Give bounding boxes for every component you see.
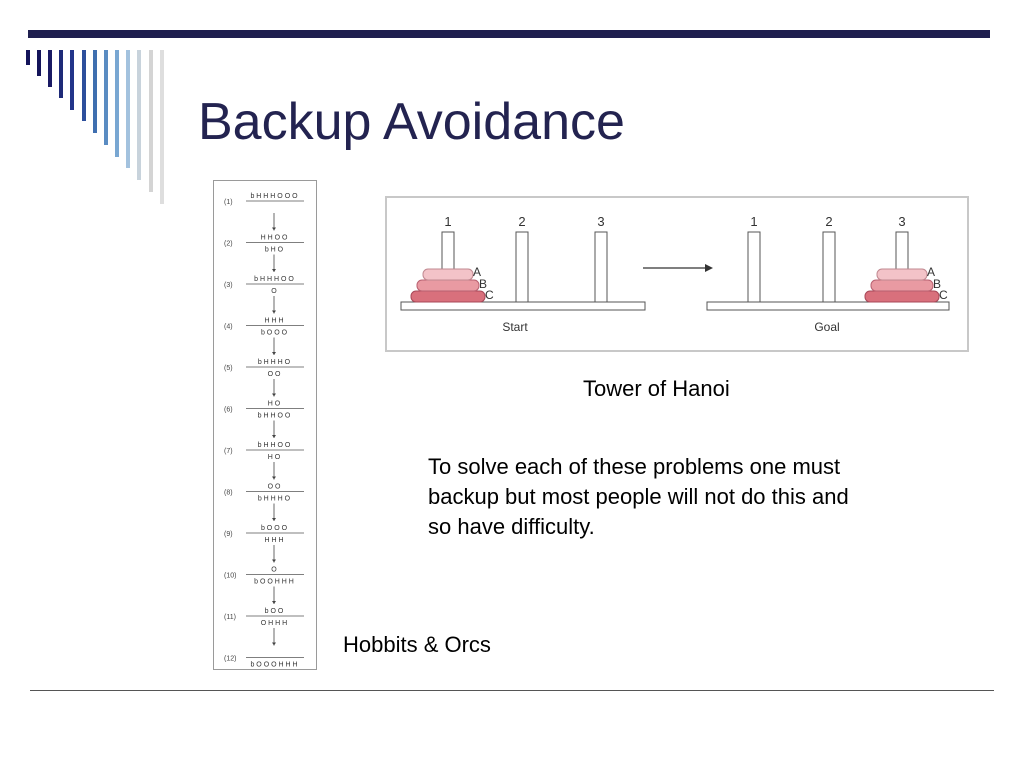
start-disk-label-b: B (479, 277, 488, 291)
goal-disk-label-c: C (939, 288, 948, 302)
start-peg-number-2: 2 (518, 214, 526, 229)
bank-top: H O (267, 400, 281, 408)
tower-of-hanoi-figure (385, 196, 969, 352)
bank-top: b O O (264, 608, 284, 615)
start-disk-label-c: C (485, 288, 494, 302)
step-arrow-head (272, 435, 276, 438)
step-arrow-head (272, 518, 276, 521)
step-11 (224, 608, 304, 646)
step-number: (6) (224, 406, 233, 414)
bank-top: b H H H O O (254, 276, 294, 283)
step-arrow-head (272, 394, 276, 397)
step-number: (4) (224, 323, 233, 331)
start-disk-b (417, 280, 479, 291)
bank-top: b H H H O O O (250, 193, 298, 200)
bank-bottom: b H O (264, 246, 284, 254)
bank-bottom: O O (267, 371, 281, 378)
step-5 (224, 359, 304, 397)
bank-top: O (271, 566, 277, 574)
step-2 (224, 235, 304, 273)
bank-bottom: b H H O O (257, 412, 291, 420)
transition-arrow (643, 264, 713, 272)
step-3 (224, 276, 304, 314)
tower-of-hanoi-caption: Tower of Hanoi (583, 376, 730, 401)
goal-disk-label-a: A (927, 265, 936, 279)
bank-top: H H O O (260, 234, 288, 242)
goal-disk-c (865, 291, 939, 302)
bank-bottom: b O O O H H H (250, 661, 298, 669)
bank-bottom: H O (267, 454, 281, 461)
start-peg-3 (595, 232, 607, 302)
goal-disk-a (877, 269, 927, 280)
body-text: To solve each of these problems one must backup but most people will not do this and so have difficulty. (428, 454, 849, 539)
bottom-divider (30, 690, 994, 691)
start-peg-number-1: 1 (444, 214, 452, 229)
step-arrow-head (272, 560, 276, 563)
hobbits-orcs-figure (213, 180, 317, 670)
step-arrow-head (272, 477, 276, 480)
step-10 (224, 567, 304, 605)
step-number: (9) (224, 531, 233, 538)
stripe-decoration (0, 0, 175, 215)
bank-bottom: O (271, 288, 277, 295)
goal-peg-number-3: 3 (898, 214, 906, 229)
bank-top: b O O O (260, 525, 288, 532)
start-disk-label-a: A (473, 265, 482, 279)
bank-bottom: b H H H O (257, 495, 291, 503)
step-arrow-head (272, 643, 276, 646)
step-8 (224, 484, 304, 522)
step-number: (7) (224, 448, 233, 455)
hobbits-orcs-diagram (214, 181, 316, 669)
bank-top: b H H H O (257, 359, 291, 366)
step-arrow-head (272, 311, 276, 314)
goal-label: Goal (814, 320, 840, 334)
step-arrow-head (272, 269, 276, 272)
start-board (401, 214, 645, 334)
goal-board (707, 214, 949, 334)
hobbits-orcs-caption: Hobbits & Orcs (343, 632, 491, 657)
start-peg-number-3: 3 (597, 214, 605, 229)
step-6 (224, 401, 304, 439)
goal-disk-label-b: B (933, 277, 942, 291)
goal-peg-number-1: 1 (750, 214, 758, 229)
start-peg-2 (516, 232, 528, 302)
start-disk-a (423, 269, 473, 280)
start-label: Start (502, 320, 528, 334)
goal-peg-number-2: 2 (825, 214, 833, 229)
step-number: (12) (224, 655, 237, 663)
bank-top: H H H (264, 317, 284, 325)
bank-bottom: b O O O (260, 329, 288, 337)
step-number: (3) (224, 282, 233, 289)
goal-peg-1 (748, 232, 760, 302)
slide-title: Backup Avoidance (198, 93, 625, 151)
goal-disk-b (871, 280, 933, 291)
step-arrow-head (272, 228, 276, 231)
start-disk-c (411, 291, 485, 302)
step-7 (224, 442, 304, 480)
bank-bottom: H H H (264, 537, 284, 544)
tower-of-hanoi-diagram (387, 198, 967, 350)
goal-peg-2 (823, 232, 835, 302)
step-1 (224, 193, 304, 231)
step-number: (5) (224, 365, 233, 372)
step-number: (10) (224, 572, 237, 580)
step-arrow-head (272, 352, 276, 355)
step-12 (224, 656, 304, 669)
step-arrow-head (272, 601, 276, 604)
bank-top: O O (267, 483, 281, 491)
bank-top: b H H O O (257, 442, 291, 449)
step-number: (1) (224, 199, 233, 206)
step-number: (2) (224, 240, 233, 248)
step-9 (224, 525, 304, 563)
bank-bottom: O H H H (260, 620, 288, 627)
step-number: (11) (224, 614, 236, 621)
step-4 (224, 318, 304, 356)
bank-bottom: b O O H H H (254, 578, 294, 586)
step-number: (8) (224, 489, 233, 497)
